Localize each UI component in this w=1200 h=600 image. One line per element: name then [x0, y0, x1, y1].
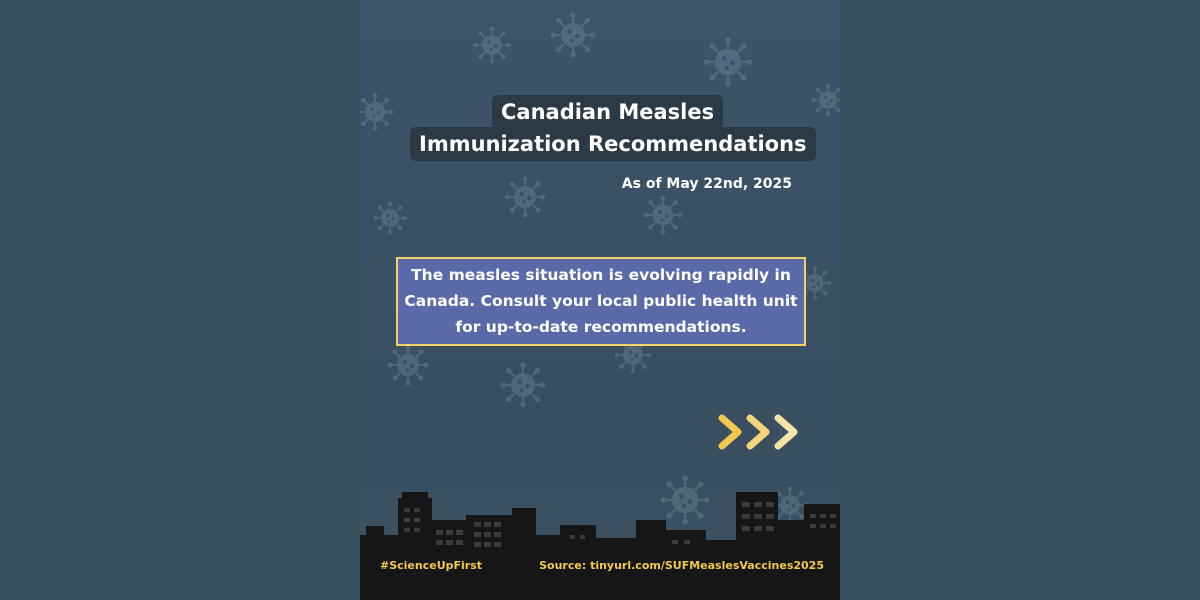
virus-icon: [474, 27, 511, 64]
virus-icon: [374, 202, 407, 235]
source-link[interactable]: Source: tinyurl.com/SUFMeaslesVaccines2025: [539, 559, 824, 572]
virus-icon: [703, 37, 752, 86]
title-line-1: Canadian Measles: [492, 95, 723, 129]
virus-icon: [388, 345, 429, 386]
virus-icon: [812, 84, 840, 117]
city-skyline: [360, 480, 840, 600]
title-line-2: Immunization Recommendations: [410, 127, 816, 161]
virus-icon: [505, 177, 546, 218]
date-label: As of May 22nd, 2025: [621, 176, 792, 192]
triple-chevron-right-icon[interactable]: [716, 412, 806, 452]
notice-box: The measles situation is evolving rapidly in Canada. Consult your local public health unit for up-to-date recommendations.: [396, 257, 806, 346]
virus-icon: [550, 12, 595, 57]
virus-icon: [644, 196, 683, 235]
infographic-card: [360, 0, 840, 600]
virus-icon: [500, 362, 545, 407]
virus-icon: [360, 94, 393, 131]
hashtag-label: #ScienceUpFirst: [380, 559, 483, 572]
